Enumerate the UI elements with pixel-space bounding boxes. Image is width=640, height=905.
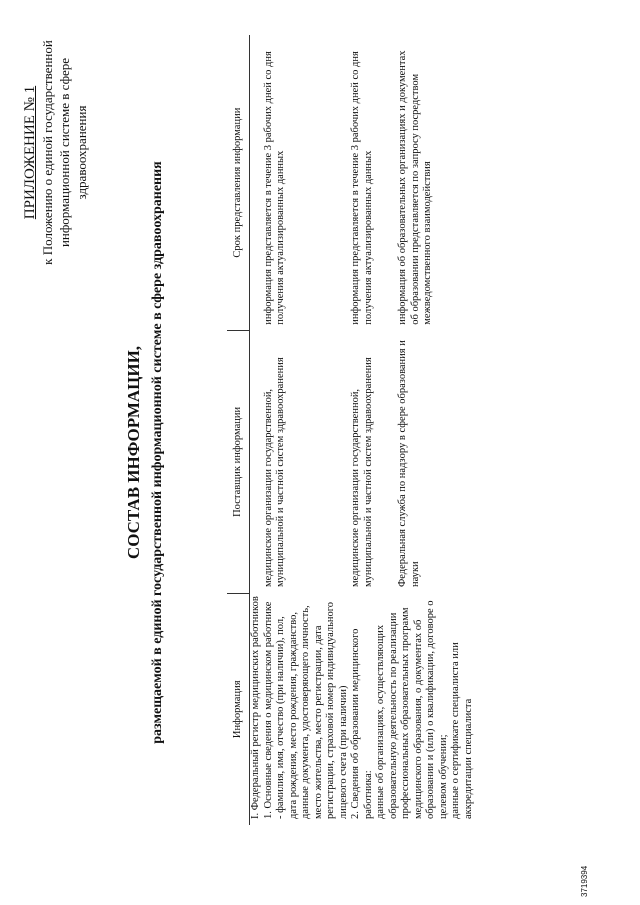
- header-information: Информация: [227, 593, 250, 825]
- section-row: [250, 35, 263, 825]
- header-provider: Поставщик информации: [227, 331, 250, 593]
- term-line: информация представляется в течение 3 рабочих дней со дня получения актуализированных данных: [350, 51, 374, 325]
- provider-line: Федеральная служба по надзору в сфере образования и науки: [397, 340, 421, 588]
- annex-block: [22, 10, 90, 295]
- header-term: Срок представления информации: [227, 35, 250, 331]
- table-row: [350, 35, 475, 825]
- provider-line: медицинские организации государственной, муниципальной и частной систем здравоохранения: [350, 357, 374, 588]
- row-information: [350, 593, 475, 825]
- row-provider: [350, 331, 475, 593]
- table-row: [263, 35, 351, 825]
- row-provider: медицинские организации государственной, муниципальной и частной систем здравоохранения: [262, 357, 286, 588]
- information-table: [227, 35, 475, 825]
- info-line: 2. Сведения об образовании медицинского работника:: [350, 628, 374, 819]
- document-subtitle: размещаемой в единой государственной информационной системе в сфере здравоохранения: [150, 161, 165, 744]
- table-header-row: [227, 35, 250, 825]
- annex-subtitle: к Положению о единой государственной информационной системе в сфере здравоохранения: [40, 40, 89, 265]
- annex-title: ПРИЛОЖЕНИЕ № 1: [22, 85, 38, 220]
- term-line: информация об образовательных организациях и документах об образовании представляется по запросу посредством межведомственного взаимодействия: [397, 50, 433, 325]
- document-title: СОСТАВ ИНФОРМАЦИИ,: [124, 345, 143, 560]
- row-term: [350, 35, 475, 331]
- row-term: информация представляется в течение 3 рабочих дней со дня получения актуализированных данных: [262, 51, 286, 325]
- row-information: 1. Основные сведения о медицинском работнике - фамилия, имя, отчество (при наличии), пол, дата рождения, место рождения, гражданство, данные документа, удостоверяющего личность, место жительства, место регистрации, дата регистрации, страховой номер индивидуального лицевого счета (при наличии): [262, 601, 349, 819]
- section-title: I. Федеральный регистр медицинских работников: [250, 596, 261, 819]
- info-line: данные об организациях, осуществляющих образовательную деятельность по реализации профессиональных образовательных программ медицинского образования, о документах об образовании и (или) о квалификации, договоре о целевом обучении;: [375, 600, 449, 819]
- info-line: данные о сертификате специалиста или аккредитации специалиста: [450, 642, 474, 819]
- document-code: 3719394: [580, 865, 589, 897]
